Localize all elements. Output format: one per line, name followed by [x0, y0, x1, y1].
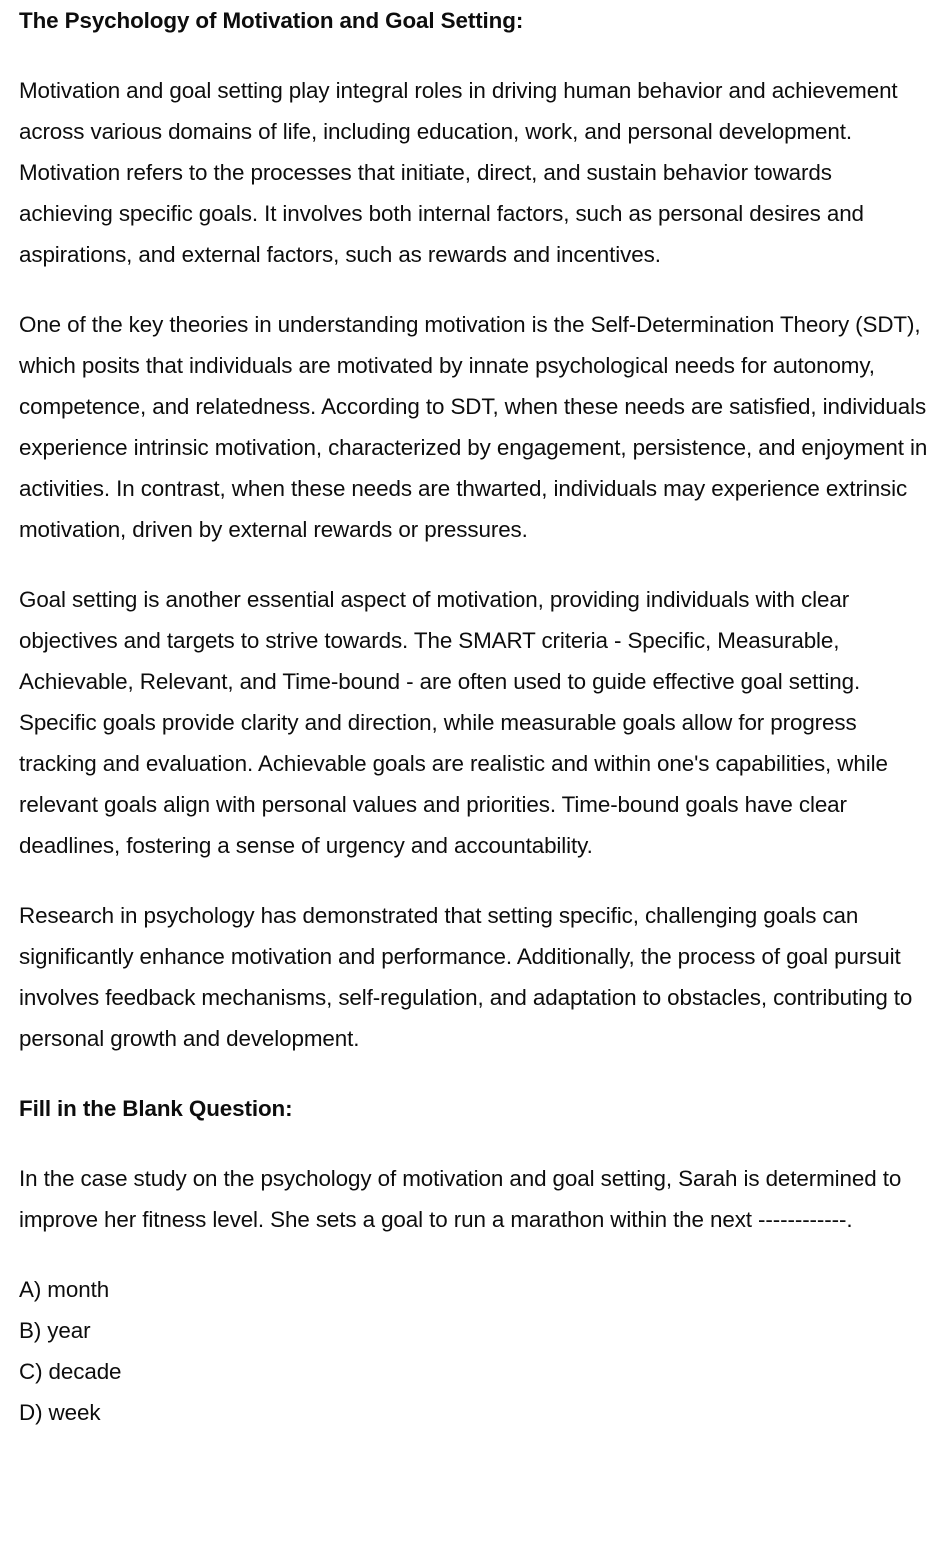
question-prompt: In the case study on the psychology of motivation and goal setting, Sarah is determined to improve her fitness level. She sets a goal to run a marathon within the next ------------.: [19, 1166, 902, 1232]
answer-option-b: B) year: [19, 1318, 91, 1343]
paragraph-self-determination-theory: One of the key theories in understanding motivation is the Self-Determination Theory (SDT), which posits that individuals are motivated by innate psychological needs for autonomy, competence, and relatedness. According to SDT, when these needs are satisfied, individuals experience intrinsic motivation, characterized by engagement, persistence, and enjoyment in activities. In contrast, when these needs are thwarted, individuals may experience extrinsic motivation, driven by external rewards or pressures.: [19, 312, 928, 542]
paragraph-motivation-intro: Motivation and goal setting play integral roles in driving human behavior and achievement across various domains of life, including education, work, and personal development. Motivation refers to the processes that initiate, direct, and sustain behavior towards achieving specific goals. It involves both internal factors, such as personal desires and aspirations, and external factors, such as rewards and incentives.: [19, 78, 898, 267]
spacer: [19, 1129, 929, 1158]
spacer: [19, 41, 929, 70]
paragraph-research: Research in psychology has demonstrated that setting specific, challenging goals can significantly enhance motivation and performance. Additionally, the process of goal pursuit involves feedback mechanisms, self-regulation, and adaptation to obstacles, contributing to personal growth and development.: [19, 903, 913, 1051]
question-heading: Fill in the Blank Question:: [19, 1096, 293, 1121]
spacer: [19, 550, 929, 579]
answer-option-d: D) week: [19, 1400, 101, 1425]
document-title: The Psychology of Motivation and Goal Setting:: [19, 8, 524, 33]
paragraph-goal-setting-smart: Goal setting is another essential aspect of motivation, providing individuals with clear objectives and targets to strive towards. The SMART criteria - Specific, Measurable, Achievable, Relevant, and Time-bound - are often used to guide effective goal setting. Specific goals provide clarity and direction, while measurable goals allow for progress tracking and evaluation. Achievable goals are realistic and within one's capabilities, while relevant goals align with personal values and priorities. Time-bound goals have clear deadlines, fostering a sense of urgency and accountability.: [19, 587, 888, 858]
spacer: [19, 1059, 929, 1088]
spacer: [19, 866, 929, 895]
answer-option-c: C) decade: [19, 1359, 122, 1384]
spacer: [19, 275, 929, 304]
spacer: [19, 1240, 929, 1269]
answer-option-a: A) month: [19, 1277, 110, 1302]
answer-options: [19, 1269, 929, 1433]
